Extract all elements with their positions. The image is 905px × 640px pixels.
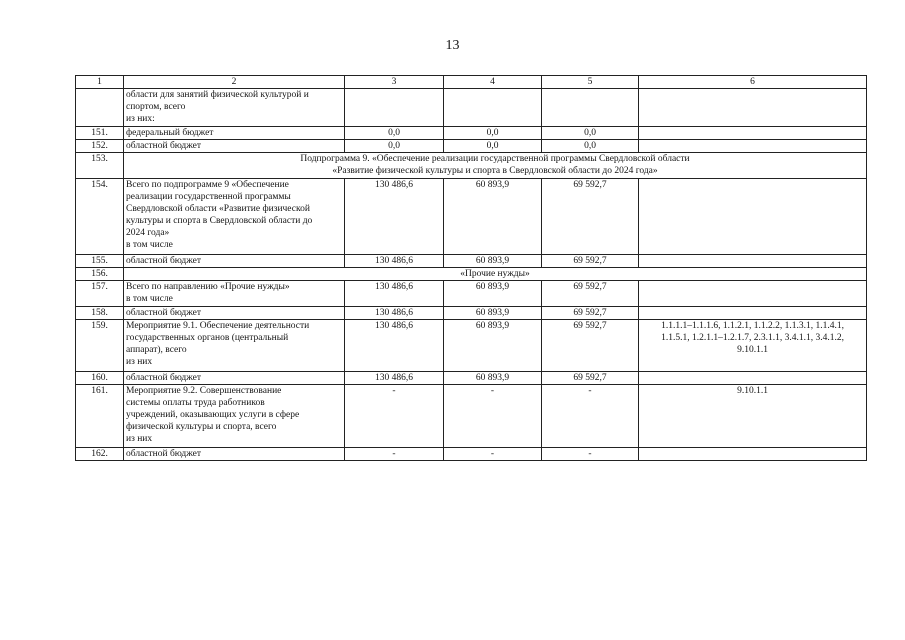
row-152-number: 152. [76, 140, 124, 153]
header-row [76, 76, 867, 89]
row-161-number: 161. [76, 385, 124, 448]
table-row-160 [76, 372, 867, 385]
row-161-col3: - [345, 385, 444, 448]
row-162-col5: - [542, 448, 639, 461]
row-162-number: 162. [76, 448, 124, 461]
row-161-col4: - [444, 385, 542, 448]
table-row-153 [76, 153, 867, 179]
row-155-number: 155. [76, 255, 124, 268]
row-159-col6: 1.1.1.1–1.1.1.6, 1.1.2.1, 1.1.2.2, 1.1.3.1, 1.1.4.1, 1.1.5.1, 1.2.1.1–1.2.1.7, 2.3.1.1, 3.4.1.1, 3.4.1.2, 9.10.1.1 [639, 320, 867, 372]
row-155-col6 [639, 255, 867, 268]
row-158-name: областной бюджет [124, 307, 345, 320]
row-160-col4: 60 893,9 [444, 372, 542, 385]
row-continuation-col6 [639, 89, 867, 127]
row-159-number: 159. [76, 320, 124, 372]
row-160-col5: 69 592,7 [542, 372, 639, 385]
page-number: 13 [445, 38, 460, 53]
row-161-name: Мероприятие 9.2. Совершенствование системы оплаты труда работников учреждений, оказывающих услуги в сфере физической культуры и спорта, всего из них [124, 385, 345, 448]
header-col-6: 6 [639, 76, 867, 89]
row-159-col5: 69 592,7 [542, 320, 639, 372]
row-160-col3: 130 486,6 [345, 372, 444, 385]
row-152-col4: 0,0 [444, 140, 542, 153]
row-151-col3: 0,0 [345, 127, 444, 140]
row-153-subprogram-title: Подпрограмма 9. «Обеспечение реализации государственной программы Свердловской области «Развитие физической культуры и спорта в Свердловской области до 2024 года» [124, 153, 867, 179]
table-row-159 [76, 320, 867, 372]
table-row-155 [76, 255, 867, 268]
row-continuation-col3 [345, 89, 444, 127]
row-162-col4: - [444, 448, 542, 461]
table-row-158 [76, 307, 867, 320]
header-col-1: 1 [76, 76, 124, 89]
row-158-col5: 69 592,7 [542, 307, 639, 320]
row-152-col5: 0,0 [542, 140, 639, 153]
row-159-col4: 60 893,9 [444, 320, 542, 372]
row-157-col4: 60 893,9 [444, 281, 542, 307]
row-160-col6 [639, 372, 867, 385]
row-157-name: Всего по направлению «Прочие нужды» в том числе [124, 281, 345, 307]
row-151-col6 [639, 127, 867, 140]
row-154-col4: 60 893,9 [444, 179, 542, 255]
row-160-name: областной бюджет [124, 372, 345, 385]
table-row-161 [76, 385, 867, 448]
row-155-col4: 60 893,9 [444, 255, 542, 268]
row-162-col6 [639, 448, 867, 461]
table-row-continuation [76, 89, 867, 127]
row-continuation-number [76, 89, 124, 127]
row-continuation-col4 [444, 89, 542, 127]
row-154-col3: 130 486,6 [345, 179, 444, 255]
header-col-3: 3 [345, 76, 444, 89]
row-157-number: 157. [76, 281, 124, 307]
row-157-col5: 69 592,7 [542, 281, 639, 307]
header-col-4: 4 [444, 76, 542, 89]
row-152-name: областной бюджет [124, 140, 345, 153]
row-161-col5: - [542, 385, 639, 448]
row-156-number: 156. [76, 268, 124, 281]
row-152-col3: 0,0 [345, 140, 444, 153]
row-153-number: 153. [76, 153, 124, 179]
row-151-number: 151. [76, 127, 124, 140]
row-158-col6 [639, 307, 867, 320]
row-151-name: федеральный бюджет [124, 127, 345, 140]
table-row-152 [76, 140, 867, 153]
row-156-direction-title: «Прочие нужды» [124, 268, 867, 281]
row-151-col4: 0,0 [444, 127, 542, 140]
table-row-151 [76, 127, 867, 140]
header-col-2: 2 [124, 76, 345, 89]
table-row-162 [76, 448, 867, 461]
row-155-name: областной бюджет [124, 255, 345, 268]
row-155-col5: 69 592,7 [542, 255, 639, 268]
header-col-5: 5 [542, 76, 639, 89]
row-159-col3: 130 486,6 [345, 320, 444, 372]
row-154-col5: 69 592,7 [542, 179, 639, 255]
row-continuation-col5 [542, 89, 639, 127]
row-155-col3: 130 486,6 [345, 255, 444, 268]
budget-table [75, 75, 867, 461]
row-159-name: Мероприятие 9.1. Обеспечение деятельности государственных органов (центральный аппарат), всего из них [124, 320, 345, 372]
row-157-col3: 130 486,6 [345, 281, 444, 307]
row-154-col6 [639, 179, 867, 255]
row-154-name: Всего по подпрограмме 9 «Обеспечение реализации государственной программы Свердловской области «Развитие физической культуры и спорта в Свердловской области до 2024 года» в том числе [124, 179, 345, 255]
row-continuation-name: области для занятий физической культурой и спортом, всего из них: [124, 89, 345, 127]
row-158-col3: 130 486,6 [345, 307, 444, 320]
row-151-col5: 0,0 [542, 127, 639, 140]
table-row-157 [76, 281, 867, 307]
row-160-number: 160. [76, 372, 124, 385]
row-161-col6: 9.10.1.1 [639, 385, 867, 448]
row-162-name: областной бюджет [124, 448, 345, 461]
row-158-number: 158. [76, 307, 124, 320]
row-152-col6 [639, 140, 867, 153]
row-154-number: 154. [76, 179, 124, 255]
row-158-col4: 60 893,9 [444, 307, 542, 320]
table-row-154 [76, 179, 867, 255]
table-row-156 [76, 268, 867, 281]
row-157-col6 [639, 281, 867, 307]
row-162-col3: - [345, 448, 444, 461]
